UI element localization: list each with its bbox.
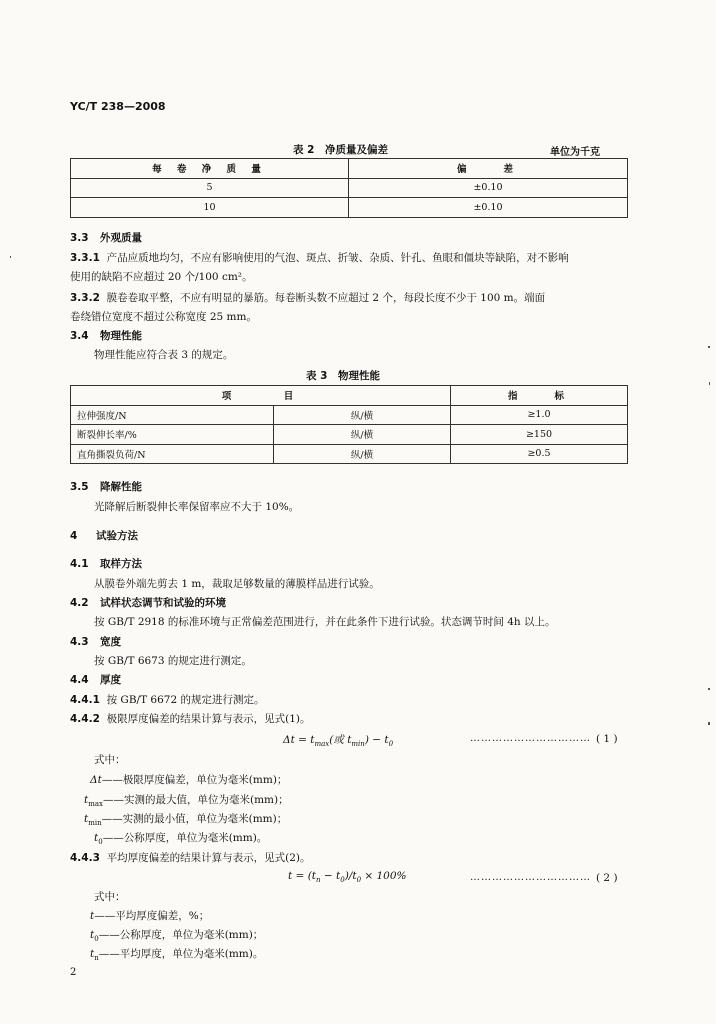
section-number: 4 bbox=[70, 530, 78, 542]
section-4-1 bbox=[70, 556, 142, 571]
table2-col1: 每 卷 净 质 量 bbox=[71, 159, 349, 179]
scan-speck bbox=[708, 688, 710, 690]
section-title: 试验方法 bbox=[96, 530, 138, 542]
scan-speck bbox=[708, 346, 710, 348]
symbol-def bbox=[94, 830, 267, 846]
section-4-2 bbox=[70, 595, 226, 610]
symbol-sub: min bbox=[88, 819, 102, 828]
table-row bbox=[71, 425, 628, 445]
symbol-text: ——平均厚度，单位为毫米(mm)。 bbox=[98, 948, 264, 960]
para-3-3-1-line1 bbox=[70, 250, 569, 265]
formula-part: ) − t bbox=[364, 734, 389, 746]
formula-sub: n bbox=[316, 876, 321, 885]
table2-col2: 偏 差 bbox=[349, 159, 628, 179]
formula-sub: min bbox=[351, 740, 365, 749]
clause-number: 4.4.1 bbox=[70, 694, 100, 706]
formula-part: t = (t bbox=[288, 870, 317, 882]
section-number: 4.3 bbox=[70, 636, 89, 648]
formula-part: )/t bbox=[344, 870, 357, 882]
section-number: 4.4 bbox=[70, 674, 89, 686]
table-cell: ≥1.0 bbox=[450, 405, 627, 425]
table-cell: 纵/横 bbox=[274, 405, 451, 425]
table-cell: ±0.10 bbox=[349, 178, 628, 198]
clause-number: 3.3.1 bbox=[70, 252, 100, 264]
formula-part: (或 t bbox=[329, 734, 352, 746]
formula-1-number: ( 1 ) bbox=[596, 733, 618, 745]
para-4-1: 从膜卷外端先剪去 1 m，裁取足够数量的薄膜样品进行试验。 bbox=[94, 578, 380, 590]
section-3-5 bbox=[70, 479, 142, 494]
formula-sub: 0 bbox=[340, 876, 345, 885]
symbol: t bbox=[84, 794, 89, 806]
table-cell: ≥150 bbox=[450, 425, 627, 445]
clause-text: 平均厚度偏差的结果计算与表示，见式(2)。 bbox=[106, 852, 311, 864]
section-title: 物理性能 bbox=[100, 330, 142, 342]
section-3-3 bbox=[70, 230, 142, 245]
symbol-text: ——平均厚度偏差，%； bbox=[94, 910, 210, 922]
doc-id: YC/T 238—2008 bbox=[70, 100, 166, 113]
formula-sub: 0 bbox=[388, 740, 394, 749]
clause-text: 膜卷卷取平整，不应有明显的暴筋。每卷断头数不应超过 2 个，每段长度不少于 100 m。端面 bbox=[106, 292, 546, 304]
para-3-5: 光降解后断裂伸长率保留率应不大于 10%。 bbox=[94, 501, 300, 513]
symbol-text: ——实测的最大值，单位为毫米(mm)； bbox=[103, 794, 289, 806]
section-number: 3.3 bbox=[70, 232, 89, 244]
clause-number: 4.4.3 bbox=[70, 852, 100, 864]
formula-1 bbox=[283, 732, 393, 748]
symbol-sub: n bbox=[94, 954, 99, 963]
section-title: 降解性能 bbox=[100, 481, 142, 493]
section-4 bbox=[70, 528, 138, 543]
formula-sub: max bbox=[314, 740, 330, 749]
symbol-def bbox=[90, 927, 263, 943]
section-number: 3.4 bbox=[70, 330, 89, 342]
table-cell: 5 bbox=[71, 178, 349, 198]
symbol-text: ——实测的最小值，单位为毫米(mm)； bbox=[101, 813, 288, 825]
symbol: Δt bbox=[90, 774, 102, 786]
table2-unit: 单位为千克 bbox=[550, 147, 600, 158]
section-title: 厚度 bbox=[100, 674, 121, 686]
symbol: t bbox=[90, 929, 95, 941]
symbol-sub: 0 bbox=[98, 838, 103, 847]
clause-text: 按 GB/T 6672 的规定进行测定。 bbox=[106, 694, 265, 706]
section-number: 4.1 bbox=[70, 558, 89, 570]
symbol-text: ——公称厚度，单位为毫米(mm)； bbox=[98, 929, 264, 941]
where-label: 式中： bbox=[94, 754, 126, 766]
symbol: t bbox=[84, 813, 89, 825]
symbol: t bbox=[94, 832, 99, 844]
symbol-sub: max bbox=[88, 800, 103, 809]
table3-caption: 表 3 物理性能 bbox=[306, 370, 380, 382]
para-4-2: 按 GB/T 2918 的标准环境与正常偏差范围进行，并在此条件下进行试验。状态调节时间 4h 以上。 bbox=[94, 616, 556, 628]
para-4-4-1 bbox=[70, 692, 264, 707]
formula-part: Δt = t bbox=[283, 734, 315, 746]
symbol-def bbox=[90, 946, 263, 962]
symbol-def bbox=[84, 811, 287, 827]
table-cell: 拉伸强度/N bbox=[71, 405, 274, 425]
table-header-row bbox=[71, 159, 628, 179]
section-number: 3.5 bbox=[70, 481, 89, 493]
formula-part: − t bbox=[320, 870, 341, 882]
symbol-text: ——极限厚度偏差，单位为毫米(mm)； bbox=[101, 774, 288, 786]
section-number: 4.2 bbox=[70, 597, 89, 609]
table3-col1: 项 目 bbox=[71, 386, 451, 406]
table-row bbox=[71, 405, 628, 425]
table3 bbox=[70, 385, 628, 464]
table-cell: 纵/横 bbox=[274, 425, 451, 445]
table2-caption: 表 2 净质量及偏差 bbox=[293, 144, 388, 156]
formula-2 bbox=[288, 870, 407, 884]
formula-sub: 0 bbox=[356, 876, 362, 885]
formula-1-leader: …………………………… bbox=[470, 733, 591, 744]
table-header-row bbox=[71, 386, 628, 406]
where-label: 式中： bbox=[94, 891, 126, 903]
formula-2-leader: …………………………… bbox=[470, 872, 591, 883]
symbol: t bbox=[90, 948, 95, 960]
section-title: 宽度 bbox=[100, 636, 121, 648]
symbol-def bbox=[90, 908, 209, 924]
table-row bbox=[71, 444, 628, 464]
page-number: 2 bbox=[70, 967, 77, 978]
clause-number: 3.3.2 bbox=[70, 292, 100, 304]
para-3-4: 物理性能应符合表 3 的规定。 bbox=[94, 349, 234, 361]
para-4-4-2 bbox=[70, 711, 310, 726]
symbol-def bbox=[84, 792, 289, 808]
table-cell: 纵/横 bbox=[274, 444, 451, 464]
section-4-3 bbox=[70, 634, 121, 649]
para-4-3: 按 GB/T 6673 的规定进行测定。 bbox=[94, 655, 252, 667]
table-cell: 断裂伸长率/% bbox=[71, 425, 274, 445]
para-4-4-3 bbox=[70, 850, 310, 865]
formula-part: × 100% bbox=[361, 870, 407, 882]
para-3-3-2-line1 bbox=[70, 290, 545, 305]
table3-col2: 指 标 bbox=[450, 386, 627, 406]
scan-speck bbox=[709, 382, 710, 385]
clause-number: 4.4.2 bbox=[70, 713, 100, 725]
table-cell: 10 bbox=[71, 198, 349, 218]
clause-text: 产品应质地均匀，不应有影响使用的气泡、斑点、折皱、杂质、针孔、鱼眼和僵块等缺陷，对不影响 bbox=[106, 252, 569, 264]
section-title: 取样方法 bbox=[100, 558, 142, 570]
table-cell: ≥0.5 bbox=[450, 444, 627, 464]
table-cell: 直角撕裂负荷/N bbox=[71, 444, 274, 464]
scan-speck bbox=[10, 256, 11, 258]
section-title: 试样状态调节和试验的环境 bbox=[100, 597, 226, 609]
para-3-3-2-line2: 卷绕错位宽度不超过公称宽度 25 mm。 bbox=[70, 311, 257, 323]
table-row bbox=[71, 198, 628, 218]
table2 bbox=[70, 158, 628, 218]
clause-text: 极限厚度偏差的结果计算与表示，见式(1)。 bbox=[106, 713, 311, 725]
formula-2-number: ( 2 ) bbox=[596, 872, 618, 884]
section-3-4 bbox=[70, 328, 142, 343]
para-3-3-1-line2: 使用的缺陷不应超过 20 个/100 cm²。 bbox=[70, 271, 253, 283]
symbol: t bbox=[90, 910, 95, 922]
symbol-sub: 0 bbox=[94, 935, 99, 944]
table-row bbox=[71, 178, 628, 198]
symbol-text: ——公称厚度，单位为毫米(mm)。 bbox=[102, 832, 268, 844]
section-title: 外观质量 bbox=[100, 232, 142, 244]
symbol-def bbox=[90, 772, 287, 788]
section-4-4 bbox=[70, 672, 121, 687]
table-cell: ±0.10 bbox=[349, 198, 628, 218]
scan-speck bbox=[708, 722, 710, 725]
